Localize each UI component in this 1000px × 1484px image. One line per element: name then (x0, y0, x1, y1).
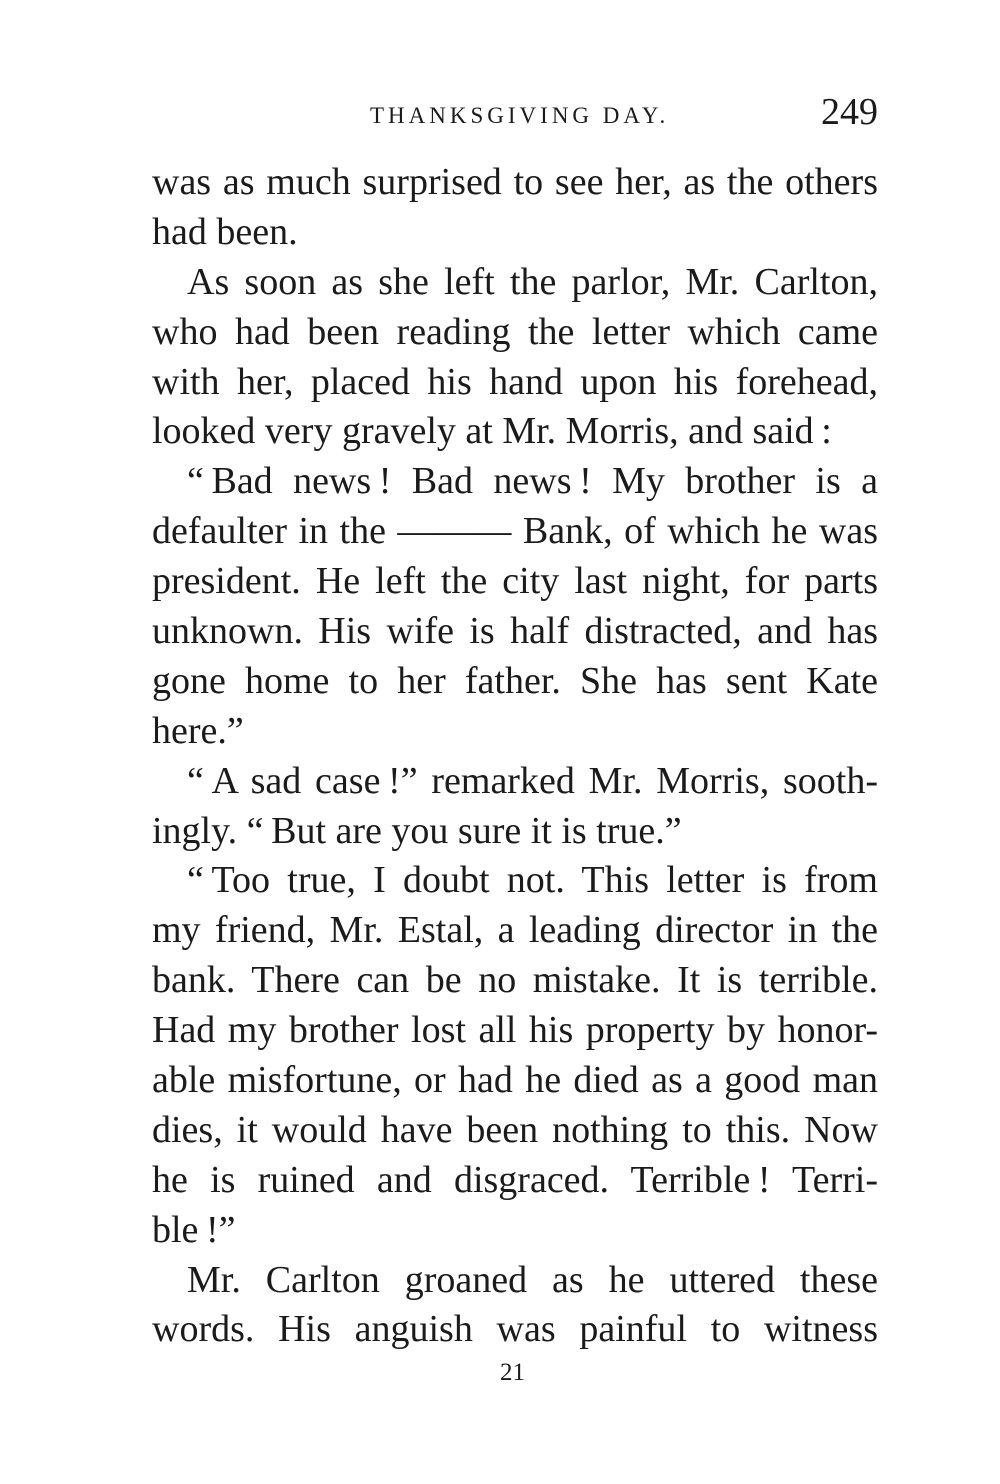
paragraph (152, 1256, 878, 1356)
paragraph (152, 258, 878, 458)
text-line: defaulter in the ——— Bank, of which he was (152, 510, 878, 553)
text-line: my friend, Mr. Estal, a leading director in the (152, 909, 878, 952)
text-line: unknown. His wife is half distracted, and has (152, 610, 878, 653)
page-number: 249 (821, 91, 878, 133)
text-line: bank. There can be no mistake. It is terrible. (152, 959, 878, 1002)
text-line: As soon as she left the parlor, Mr. Carlton, (187, 260, 878, 303)
text-line: with her, placed his hand upon his forehead, (152, 360, 878, 403)
text-line: had been. (152, 210, 298, 253)
text-line: looked very gravely at Mr. Morris, and said : (152, 410, 832, 453)
text-line: words. His anguish was painful to witness (152, 1308, 878, 1351)
text-line: Had my brother lost all his property by honor- (152, 1009, 878, 1052)
text-line: able misfortune, or had he died as a good man (152, 1059, 878, 1102)
text-line: here.” (152, 709, 244, 752)
running-title: THANKSGIVING DAY. (370, 103, 670, 128)
text-line: dies, it would have been nothing to this. Now (152, 1108, 878, 1151)
text-line: who had been reading the letter which came (152, 310, 878, 353)
paragraph (152, 158, 878, 258)
text-line: Mr. Carlton groaned as he uttered these (187, 1258, 878, 1301)
signature-mark: 21 (500, 1359, 525, 1386)
text-line: he is ruined and disgraced. Terrible ! Terri- (152, 1158, 878, 1201)
text-line: “ A sad case !” remarked Mr. Morris, sooth- (187, 759, 878, 802)
text-line: gone home to her father. She has sent Kate (152, 659, 878, 702)
body-text (152, 158, 878, 1355)
text-line: ingly. “ But are you sure it is true.” (152, 809, 682, 852)
text-line: president. He left the city last night, for parts (152, 560, 878, 603)
paragraph (152, 457, 878, 756)
paragraph (152, 757, 878, 857)
text-line: was as much surprised to see her, as the others (152, 161, 878, 203)
paragraph (152, 856, 878, 1255)
text-line: ble !” (152, 1208, 236, 1251)
text-line: “ Bad news ! Bad news ! My brother is a (187, 460, 878, 503)
text-line: “ Too true, I doubt not. This letter is from (187, 859, 878, 902)
